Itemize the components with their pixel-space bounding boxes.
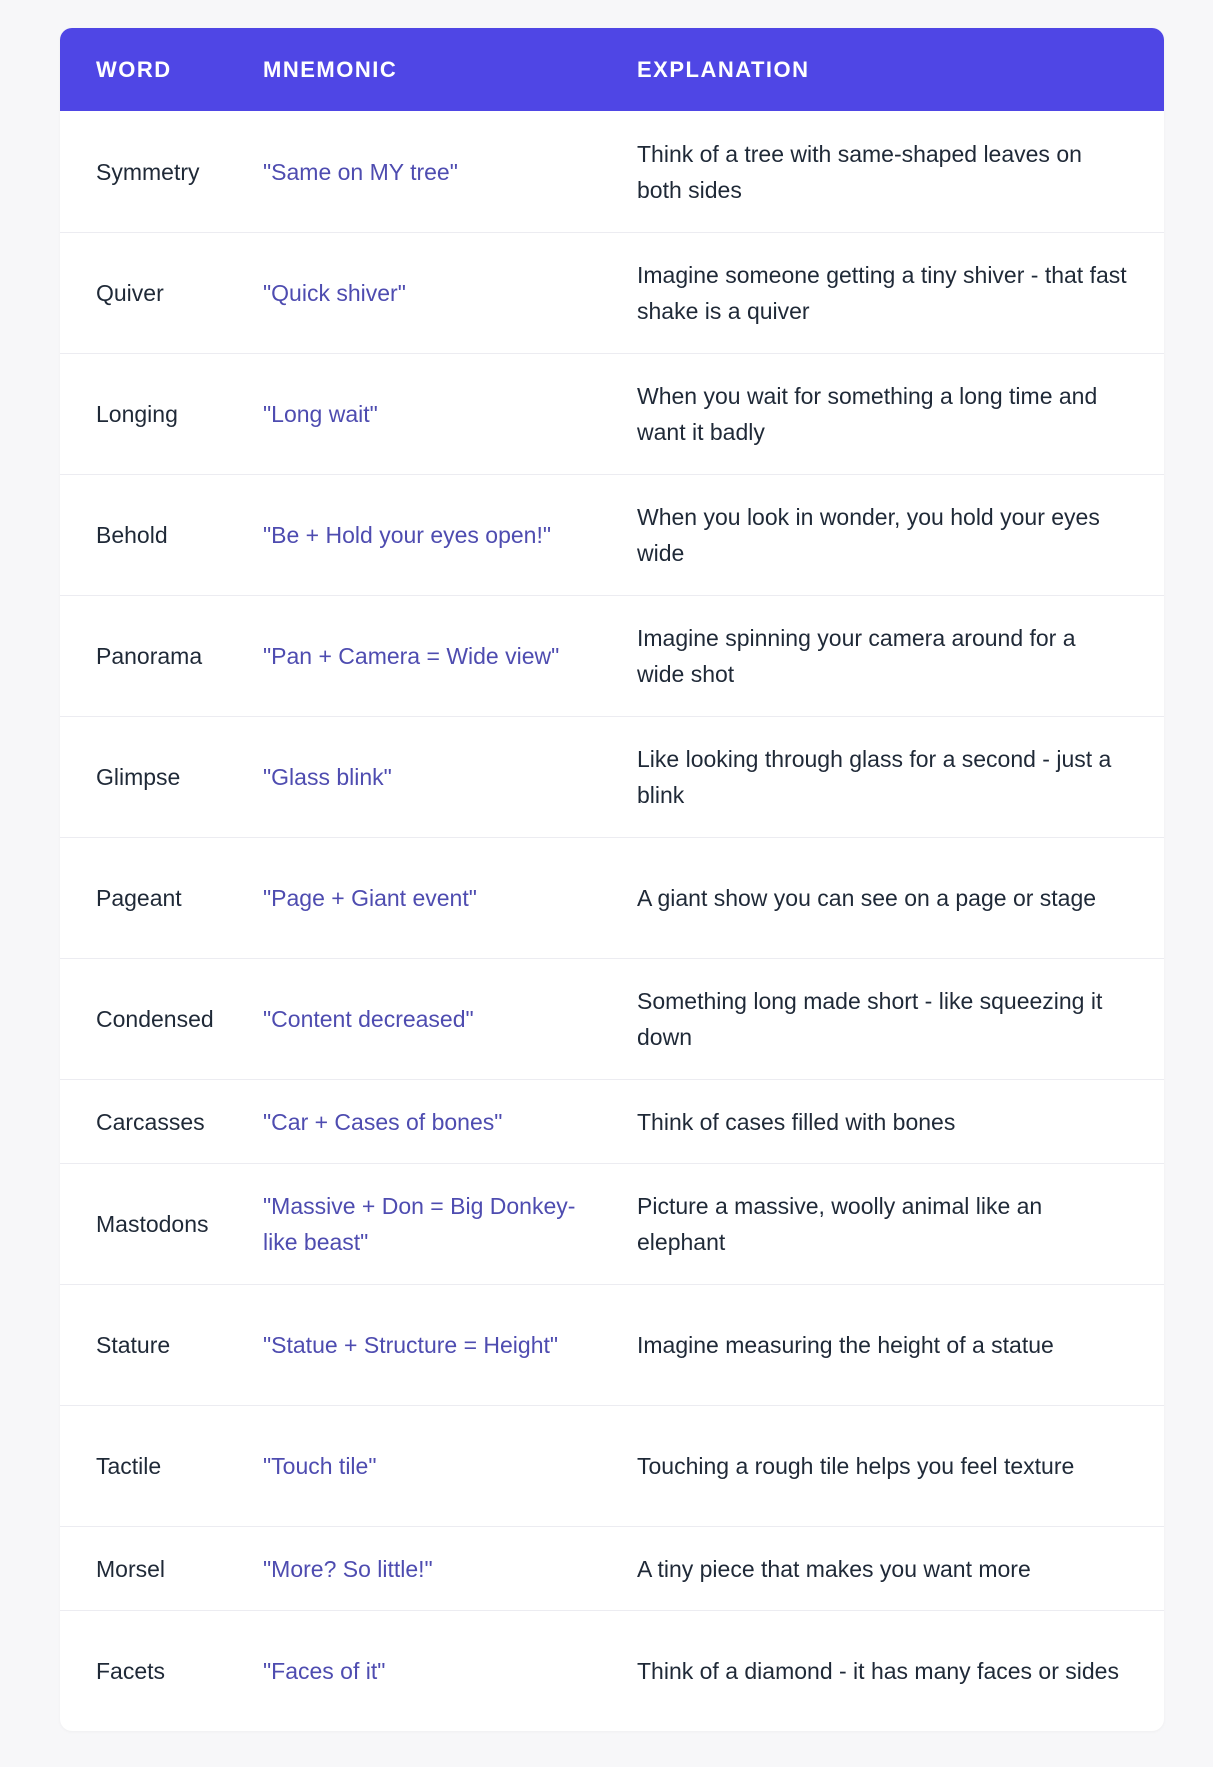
header-explanation: EXPLANATION xyxy=(637,56,810,82)
word-cell: Morsel xyxy=(96,1555,166,1582)
explanation-cell: A tiny piece that makes you want more xyxy=(637,1555,1031,1582)
table-row xyxy=(60,111,1164,232)
mnemonic-cell: "Touch tile" xyxy=(263,1453,377,1479)
mnemonic-cell: "More? So little!" xyxy=(263,1555,433,1582)
table-row xyxy=(60,1610,1164,1731)
explanation-cell: Like looking through glass for a second - just a blink xyxy=(637,746,1112,808)
word-cell: Glimpse xyxy=(96,764,181,790)
mnemonic-cell: "Long wait" xyxy=(263,401,378,427)
table-row xyxy=(60,595,1164,716)
mnemonic-cell: "Pan + Camera = Wide view" xyxy=(263,643,560,669)
table-row xyxy=(60,474,1164,595)
mnemonic-cell: "Faces of it" xyxy=(263,1658,386,1684)
explanation-cell: Picture a massive, woolly animal like an elephant xyxy=(637,1193,1043,1255)
mnemonic-cell: "Statue + Structure = Height" xyxy=(263,1332,559,1358)
word-cell: Quiver xyxy=(96,280,164,306)
explanation-cell: A giant show you can see on a page or stage xyxy=(637,885,1097,911)
table-row xyxy=(60,958,1164,1079)
word-cell: Behold xyxy=(96,522,168,548)
word-cell: Longing xyxy=(96,401,178,427)
mnemonic-cell: "Car + Cases of bones" xyxy=(263,1108,503,1135)
mnemonic-cell: "Massive + Don = Big Donkey-like beast" xyxy=(263,1193,576,1255)
mnemonic-cell: "Quick shiver" xyxy=(263,280,406,306)
word-cell: Panorama xyxy=(96,643,203,669)
explanation-cell: Touching a rough tile helps you feel texture xyxy=(637,1453,1075,1479)
explanation-cell: Imagine someone getting a tiny shiver - that fast shake is a quiver xyxy=(637,262,1127,324)
table-header xyxy=(60,28,1164,111)
explanation-cell: When you look in wonder, you hold your eyes wide xyxy=(637,504,1100,566)
mnemonic-cell: "Glass blink" xyxy=(263,764,392,790)
explanation-cell: When you wait for something a long time and want it badly xyxy=(637,383,1098,445)
mnemonic-cell: "Same on MY tree" xyxy=(263,158,458,185)
explanation-cell: Think of a diamond - it has many faces or sides xyxy=(637,1658,1119,1684)
table-row xyxy=(60,353,1164,474)
explanation-cell: Imagine measuring the height of a statue xyxy=(637,1332,1054,1358)
word-cell: Carcasses xyxy=(96,1108,205,1135)
mnemonic-cell: "Content decreased" xyxy=(263,1006,474,1032)
header-mnemonic: MNEMONIC xyxy=(263,56,398,82)
mnemonic-cell: "Be + Hold your eyes open!" xyxy=(263,522,552,548)
table-row xyxy=(60,716,1164,837)
header-word: WORD xyxy=(96,56,172,82)
table-row xyxy=(60,1163,1164,1284)
explanation-cell: Something long made short - like squeezing it down xyxy=(637,988,1103,1050)
table-row xyxy=(60,1079,1164,1163)
mnemonic-table xyxy=(60,28,1164,1731)
table-body xyxy=(60,111,1164,1731)
explanation-cell: Think of cases filled with bones xyxy=(637,1108,956,1135)
explanation-cell: Think of a tree with same-shaped leaves on both sides xyxy=(637,140,1082,203)
table-row xyxy=(60,837,1164,958)
table-row xyxy=(60,232,1164,353)
table-row xyxy=(60,1526,1164,1610)
explanation-cell: Imagine spinning your camera around for a wide shot xyxy=(637,625,1076,687)
word-cell: Facets xyxy=(96,1658,166,1684)
word-cell: Mastodons xyxy=(96,1211,209,1237)
mnemonic-cell: "Page + Giant event" xyxy=(263,885,477,911)
word-cell: Pageant xyxy=(96,885,182,911)
word-cell: Tactile xyxy=(96,1453,162,1479)
word-cell: Symmetry xyxy=(96,158,200,185)
table-row xyxy=(60,1405,1164,1526)
word-cell: Condensed xyxy=(96,1006,214,1032)
table-row xyxy=(60,1284,1164,1405)
word-cell: Stature xyxy=(96,1332,171,1358)
